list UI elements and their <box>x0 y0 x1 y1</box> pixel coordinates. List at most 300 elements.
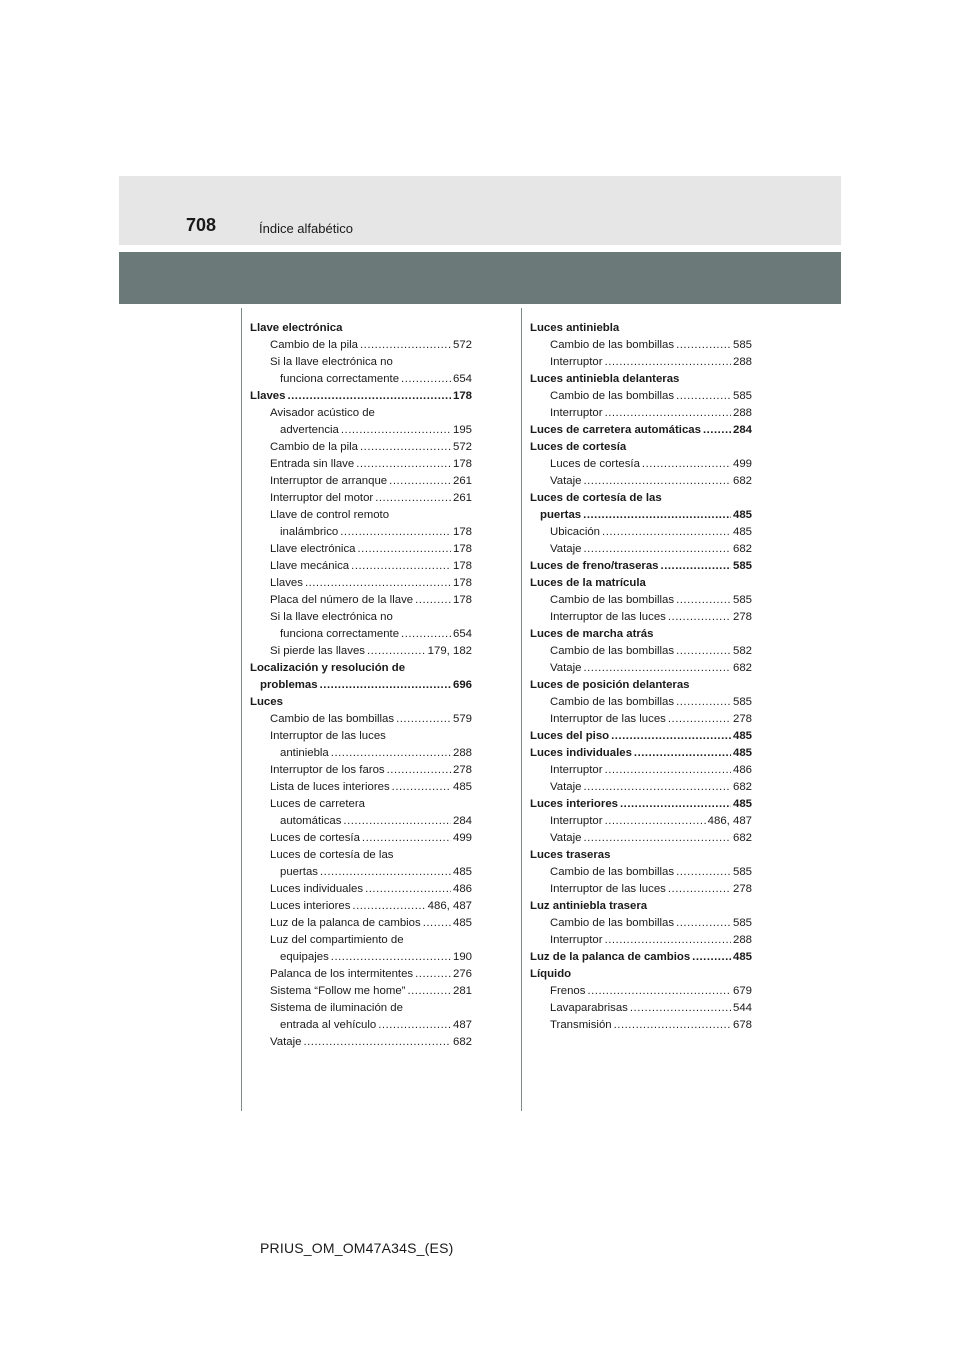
index-entry <box>530 660 752 677</box>
index-entry-page: 682 <box>732 543 752 555</box>
index-entry-term: Frenos <box>550 985 586 997</box>
index-entry-page: 284 <box>452 815 472 827</box>
index-entry <box>250 490 472 507</box>
index-entry <box>250 915 472 932</box>
index-entry <box>250 711 472 728</box>
dot-leader <box>676 694 731 711</box>
index-entry-term: Llaves <box>270 577 303 589</box>
index-entry-term: equipajes <box>280 951 329 963</box>
index-entry <box>530 847 752 864</box>
index-entry-term: inalámbrico <box>280 526 339 538</box>
dot-leader <box>611 728 731 745</box>
index-entry-page: 178 <box>452 543 472 555</box>
index-entry-page: 278 <box>452 764 472 776</box>
index-column-right <box>530 320 752 1034</box>
index-entry <box>530 592 752 609</box>
index-entry-page: 654 <box>452 628 472 640</box>
index-entry-page: 486, 487 <box>707 815 752 827</box>
index-entry <box>250 864 472 881</box>
index-entry-term: Interruptor de las luces <box>550 883 666 895</box>
index-entry-term: Luces individuales <box>270 883 364 895</box>
dot-leader <box>362 830 451 847</box>
index-entry <box>530 762 752 779</box>
index-entry-page: 682 <box>732 781 752 793</box>
index-entry <box>250 779 472 796</box>
index-entry-page: 582 <box>732 645 752 657</box>
index-entry-term: entrada al vehículo <box>280 1019 377 1031</box>
index-entry <box>530 1000 752 1017</box>
index-entry-term: Interruptor del motor <box>270 492 374 504</box>
index-entry <box>250 1034 472 1051</box>
index-entry-page: 485 <box>732 730 752 742</box>
index-entry <box>530 949 752 966</box>
index-entry <box>250 558 472 575</box>
index-entry <box>250 337 472 354</box>
header-dark-band <box>119 252 841 304</box>
index-entry-term: Lista de luces interiores <box>270 781 390 793</box>
index-entry <box>530 490 752 507</box>
index-entry <box>530 813 752 830</box>
index-entry-page: 485 <box>732 747 752 759</box>
index-entry <box>250 371 472 388</box>
dot-leader <box>367 643 426 660</box>
index-entry <box>250 1000 472 1017</box>
index-entry-page: 486 <box>452 883 472 895</box>
dot-leader <box>692 949 731 966</box>
index-entry <box>250 694 472 711</box>
index-entry-term: Luces de cortesía <box>530 441 627 453</box>
index-entry-term: Vataje <box>550 781 582 793</box>
dot-leader <box>583 660 731 677</box>
column-divider-right <box>521 308 522 1111</box>
index-column-left <box>250 320 472 1051</box>
index-entry-term: Luces antiniebla <box>530 322 620 334</box>
dot-leader <box>676 388 731 405</box>
index-entry-page: 281 <box>452 985 472 997</box>
dot-leader <box>360 439 451 456</box>
index-entry-term: Vataje <box>550 543 582 555</box>
index-entry <box>250 966 472 983</box>
column-divider-left <box>241 308 242 1111</box>
dot-leader <box>320 677 451 694</box>
index-entry-term: Llave electrónica <box>250 322 343 334</box>
dot-leader <box>661 558 731 575</box>
index-entry-page: 261 <box>452 475 472 487</box>
index-entry-term: Luces de la matrícula <box>530 577 646 589</box>
index-entry-term: Llaves <box>250 390 286 402</box>
index-entry-term: Luz de la palanca de cambios <box>270 917 421 929</box>
index-entry <box>250 983 472 1000</box>
dot-leader <box>392 779 451 796</box>
index-entry <box>250 388 472 405</box>
dot-leader <box>634 745 731 762</box>
index-entry-page: 585 <box>732 696 752 708</box>
index-entry-term: Luz antiniebla trasera <box>530 900 648 912</box>
dot-leader <box>407 983 451 1000</box>
index-entry <box>530 337 752 354</box>
index-entry-term: Luces de cortesía <box>270 832 360 844</box>
index-entry <box>530 541 752 558</box>
index-entry-page: 485 <box>732 526 752 538</box>
index-entry <box>250 609 472 626</box>
index-entry-page: 278 <box>732 611 752 623</box>
index-entry-term: Avisador acústico de <box>270 407 375 419</box>
index-entry-term: Interruptor de arranque <box>270 475 388 487</box>
index-entry-page: 486 <box>732 764 752 776</box>
header-band <box>119 176 841 245</box>
index-entry <box>250 524 472 541</box>
index-entry-page: 486, 487 <box>427 900 472 912</box>
index-entry-term: Interruptor de las luces <box>270 730 386 742</box>
index-entry-term: Interruptor <box>550 934 603 946</box>
index-entry-term: Lavaparabrisas <box>550 1002 628 1014</box>
index-entry-term: Luces antiniebla delanteras <box>530 373 680 385</box>
index-entry-page: 485 <box>452 866 472 878</box>
index-entry-page: 288 <box>732 356 752 368</box>
dot-leader <box>583 507 731 524</box>
index-entry-page: 487 <box>452 1019 472 1031</box>
index-entry-term: Vataje <box>550 475 582 487</box>
dot-leader <box>287 388 451 405</box>
index-entry <box>250 932 472 949</box>
index-entry-term: automáticas <box>280 815 342 827</box>
index-entry <box>530 677 752 694</box>
dot-leader <box>401 371 451 388</box>
dot-leader <box>360 337 451 354</box>
dot-leader <box>357 541 451 558</box>
index-entry-term: Luces <box>250 696 283 708</box>
index-entry-page: 485 <box>732 951 752 963</box>
dot-leader <box>415 966 451 983</box>
dot-leader <box>387 762 451 779</box>
index-entry <box>530 626 752 643</box>
index-entry-term: puertas <box>540 509 582 521</box>
index-entry-term: Transmisión <box>550 1019 612 1031</box>
index-entry <box>530 932 752 949</box>
index-entry <box>530 388 752 405</box>
index-entry <box>530 609 752 626</box>
index-entry-page: 288 <box>732 934 752 946</box>
index-entry-term: antiniebla <box>280 747 329 759</box>
index-entry-page: 585 <box>732 917 752 929</box>
index-entry-term: Si pierde las llaves <box>270 645 365 657</box>
index-entry-term: Vataje <box>270 1036 302 1048</box>
dot-leader <box>676 592 731 609</box>
index-entry-term: problemas <box>260 679 318 691</box>
dot-leader <box>583 830 731 847</box>
index-entry-term: Luces de cortesía de las <box>270 849 394 861</box>
index-entry-page: 178 <box>452 526 472 538</box>
index-entry-term: Líquido <box>530 968 572 980</box>
index-entry <box>250 881 472 898</box>
index-entry-page: 276 <box>452 968 472 980</box>
dot-leader <box>423 915 451 932</box>
dot-leader <box>668 881 731 898</box>
index-entry-term: Palanca de los intermitentes <box>270 968 414 980</box>
index-entry-term: Llave electrónica <box>270 543 356 555</box>
index-entry-term: Interruptor <box>550 407 603 419</box>
index-entry-term: Sistema de iluminación de <box>270 1002 403 1014</box>
dot-leader <box>602 524 731 541</box>
index-entry-page: 682 <box>732 832 752 844</box>
index-entry-page: 585 <box>732 866 752 878</box>
index-entry <box>530 524 752 541</box>
index-entry-page: 179, 182 <box>427 645 472 657</box>
dot-leader <box>320 864 451 881</box>
index-entry <box>250 473 472 490</box>
dot-leader <box>605 932 731 949</box>
index-entry-term: Ubicación <box>550 526 601 538</box>
index-entry-term: Luces interiores <box>270 900 351 912</box>
index-entry-term: Si la llave electrónica no <box>270 611 393 623</box>
index-entry-term: Interruptor de los faros <box>270 764 385 776</box>
index-entry-term: Luz de la palanca de cambios <box>530 951 691 963</box>
index-entry <box>530 1017 752 1034</box>
index-entry <box>250 643 472 660</box>
index-entry <box>530 694 752 711</box>
dot-leader <box>415 592 451 609</box>
index-entry-page: 485 <box>452 781 472 793</box>
dot-leader <box>605 405 731 422</box>
index-entry-page: 654 <box>452 373 472 385</box>
index-entry-page: 679 <box>732 985 752 997</box>
dot-leader <box>583 473 731 490</box>
index-entry-page: 499 <box>452 832 472 844</box>
index-entry-term: Luces del piso <box>530 730 610 742</box>
index-entry <box>250 677 472 694</box>
index-entry <box>530 473 752 490</box>
index-entry <box>530 830 752 847</box>
index-entry <box>250 439 472 456</box>
index-entry <box>250 796 472 813</box>
index-entry <box>530 966 752 983</box>
document-code: PRIUS_OM_OM47A34S_(ES) <box>260 1240 454 1256</box>
index-entry-term: Cambio de las bombillas <box>550 917 675 929</box>
index-entry-term: Luz del compartimiento de <box>270 934 404 946</box>
dot-leader <box>356 456 451 473</box>
index-entry-page: 682 <box>452 1036 472 1048</box>
dot-leader <box>378 1017 451 1034</box>
index-entry <box>530 745 752 762</box>
index-entry-term: Luces traseras <box>530 849 611 861</box>
index-entry-term: Luces individuales <box>530 747 632 759</box>
index-entry-term: Luces de cortesía de las <box>530 492 662 504</box>
dot-leader <box>343 813 451 830</box>
dot-leader <box>676 337 731 354</box>
dot-leader <box>341 422 451 439</box>
dot-leader <box>303 1034 451 1051</box>
index-entry <box>250 660 472 677</box>
index-entry-term: Interruptor de las luces <box>550 713 666 725</box>
index-entry <box>250 507 472 524</box>
index-entry-page: 178 <box>452 577 472 589</box>
dot-leader <box>375 490 451 507</box>
index-entry-page: 585 <box>732 390 752 402</box>
index-entry <box>530 881 752 898</box>
index-entry-term: advertencia <box>280 424 339 436</box>
dot-leader <box>668 609 731 626</box>
index-entry <box>250 1017 472 1034</box>
index-entry-page: 485 <box>732 509 752 521</box>
index-entry <box>530 439 752 456</box>
dot-leader <box>389 473 451 490</box>
index-entry-page: 682 <box>732 475 752 487</box>
index-entry <box>250 456 472 473</box>
index-entry <box>250 541 472 558</box>
index-entry <box>530 575 752 592</box>
index-entry-term: funciona correctamente <box>280 373 400 385</box>
index-entry <box>250 422 472 439</box>
index-entry-page: 284 <box>732 424 752 436</box>
index-entry-term: Cambio de la pila <box>270 339 359 351</box>
index-entry-page: 178 <box>452 594 472 606</box>
dot-leader <box>605 762 731 779</box>
index-entry-term: Cambio de las bombillas <box>550 339 675 351</box>
index-entry-term: Cambio de las bombillas <box>550 866 675 878</box>
dot-leader <box>605 813 706 830</box>
index-entry <box>250 592 472 609</box>
index-entry <box>530 456 752 473</box>
index-entry-page: 678 <box>732 1019 752 1031</box>
index-entry-page: 585 <box>732 339 752 351</box>
dot-leader <box>614 1017 731 1034</box>
index-entry <box>530 354 752 371</box>
index-entry <box>530 371 752 388</box>
dot-leader <box>352 898 425 915</box>
index-entry-page: 485 <box>452 917 472 929</box>
index-entry <box>530 320 752 337</box>
index-entry <box>530 711 752 728</box>
index-entry-term: puertas <box>280 866 318 878</box>
index-entry-term: Sistema “Follow me home” <box>270 985 406 997</box>
index-entry <box>530 898 752 915</box>
index-entry <box>530 405 752 422</box>
index-entry-term: Cambio de las bombillas <box>550 594 675 606</box>
index-entry <box>250 745 472 762</box>
index-entry-term: Cambio de las bombillas <box>550 645 675 657</box>
index-entry <box>250 575 472 592</box>
page-number: 708 <box>186 215 217 235</box>
index-entry-term: Interruptor <box>550 764 603 776</box>
index-entry-page: 278 <box>732 883 752 895</box>
index-entry <box>250 830 472 847</box>
index-entry-term: Luces de cortesía <box>550 458 640 470</box>
index-entry <box>530 796 752 813</box>
index-entry-term: Luces de carretera automáticas <box>530 424 701 436</box>
index-entry-page: 288 <box>452 747 472 759</box>
index-entry-page: 585 <box>732 594 752 606</box>
index-entry-page: 278 <box>732 713 752 725</box>
index-entry-term: Interruptor <box>550 356 603 368</box>
index-entry <box>530 779 752 796</box>
dot-leader <box>365 881 451 898</box>
index-entry-term: Interruptor de las luces <box>550 611 666 623</box>
index-entry <box>530 864 752 881</box>
index-entry <box>530 507 752 524</box>
index-entry <box>530 983 752 1000</box>
index-entry-term: Entrada sin llave <box>270 458 355 470</box>
index-entry-term: Luces de posición delanteras <box>530 679 690 691</box>
dot-leader <box>676 643 731 660</box>
index-entry-term: Luces de marcha atrás <box>530 628 654 640</box>
dot-leader <box>340 524 451 541</box>
index-entry <box>250 949 472 966</box>
index-entry-term: Luces de freno/traseras <box>530 560 659 572</box>
index-entry-page: 696 <box>452 679 472 691</box>
index-entry-term: Llave mecánica <box>270 560 350 572</box>
index-entry-term: Localización y resolución de <box>250 662 406 674</box>
index-entry-term: Llave de control remoto <box>270 509 390 521</box>
dot-leader <box>331 949 451 966</box>
index-entry-term: Vataje <box>550 832 582 844</box>
index-entry-page: 178 <box>452 560 472 572</box>
index-entry <box>250 813 472 830</box>
index-entry <box>530 915 752 932</box>
dot-leader <box>630 1000 731 1017</box>
index-entry-term: Vataje <box>550 662 582 674</box>
dot-leader <box>396 711 451 728</box>
index-entry <box>250 762 472 779</box>
index-entry-term: Interruptor <box>550 815 603 827</box>
dot-leader <box>351 558 451 575</box>
index-entry-page: 572 <box>452 441 472 453</box>
index-entry-page: 572 <box>452 339 472 351</box>
dot-leader <box>642 456 731 473</box>
index-entry-term: Luces interiores <box>530 798 618 810</box>
index-entry-term: Luces de carretera <box>270 798 365 810</box>
index-entry-term: Cambio de las bombillas <box>270 713 395 725</box>
index-entry <box>250 847 472 864</box>
index-entry-page: 288 <box>732 407 752 419</box>
index-entry-term: funciona correctamente <box>280 628 400 640</box>
index-entry-term: Cambio de la pila <box>270 441 359 453</box>
index-entry-page: 195 <box>452 424 472 436</box>
dot-leader <box>583 779 731 796</box>
dot-leader <box>605 354 731 371</box>
dot-leader <box>668 711 731 728</box>
index-entry <box>250 898 472 915</box>
index-entry <box>250 320 472 337</box>
dot-leader <box>331 745 451 762</box>
section-title: Índice alfabético <box>259 221 353 236</box>
index-entry-page: 190 <box>452 951 472 963</box>
index-entry-page: 485 <box>732 798 752 810</box>
dot-leader <box>676 915 731 932</box>
index-entry-page: 261 <box>452 492 472 504</box>
dot-leader <box>703 422 731 439</box>
index-entry-page: 585 <box>732 560 752 572</box>
dot-leader <box>583 541 731 558</box>
index-entry-page: 178 <box>452 390 472 402</box>
dot-leader <box>620 796 731 813</box>
index-entry <box>250 354 472 371</box>
index-entry-term: Si la llave electrónica no <box>270 356 393 368</box>
dot-leader <box>305 575 451 592</box>
index-entry <box>250 626 472 643</box>
index-entry <box>530 558 752 575</box>
index-entry-page: 544 <box>732 1002 752 1014</box>
index-entry <box>250 405 472 422</box>
index-entry-page: 499 <box>732 458 752 470</box>
index-entry <box>530 422 752 439</box>
index-entry-page: 178 <box>452 458 472 470</box>
index-entry <box>530 643 752 660</box>
index-entry <box>530 728 752 745</box>
dot-leader <box>587 983 731 1000</box>
index-entry <box>250 728 472 745</box>
index-entry-term: Cambio de las bombillas <box>550 390 675 402</box>
index-entry-page: 579 <box>452 713 472 725</box>
